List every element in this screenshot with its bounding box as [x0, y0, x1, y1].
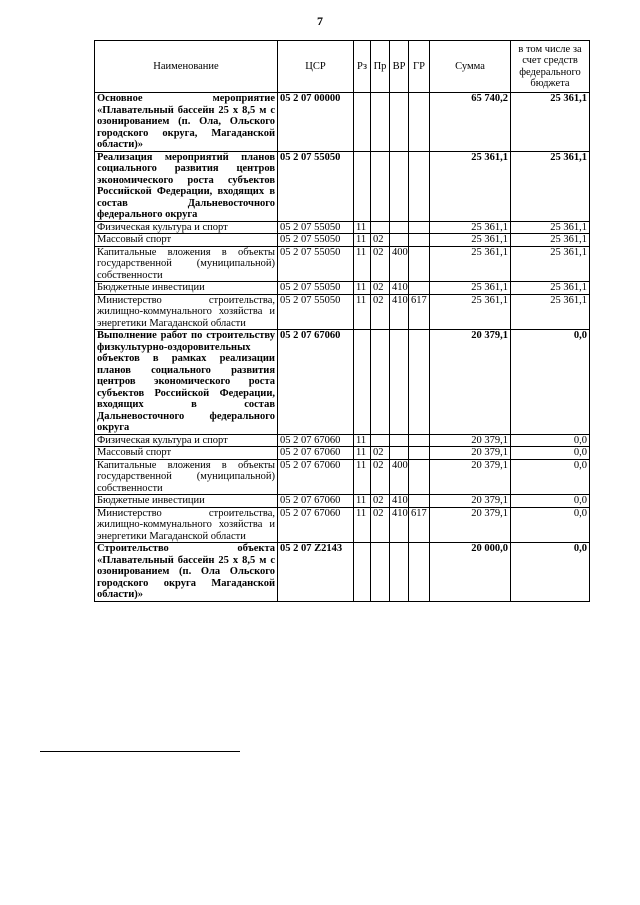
cell-rz: 11	[354, 282, 371, 295]
cell-sum: 25 361,1	[430, 221, 511, 234]
cell-vr	[390, 434, 409, 447]
cell-csr: 05 2 07 55050	[278, 221, 354, 234]
cell-federal: 0,0	[511, 459, 590, 495]
cell-pr: 02	[371, 447, 390, 460]
cell-name: Капитальные вложения в объекты государственной (муниципальной) собственности	[95, 459, 278, 495]
cell-vr	[390, 543, 409, 602]
cell-rz: 11	[354, 246, 371, 282]
cell-vr	[390, 234, 409, 247]
table-row	[95, 495, 590, 508]
cell-pr: 02	[371, 495, 390, 508]
cell-name: Выполнение работ по строительству физкультурно-оздоровительных объектов в рамках реализации планов социального развития центров экономического роста субъектов Российской Федерации, входящих в состав Дальневосточного федерального округа	[95, 330, 278, 435]
cell-name: Массовый спорт	[95, 234, 278, 247]
cell-name: Физическая культура и спорт	[95, 434, 278, 447]
cell-gr	[409, 495, 430, 508]
cell-name: Бюджетные инвестиции	[95, 495, 278, 508]
cell-sum: 20 379,1	[430, 330, 511, 435]
cell-gr	[409, 221, 430, 234]
table-row	[95, 221, 590, 234]
cell-pr	[371, 151, 390, 221]
cell-pr	[371, 330, 390, 435]
cell-gr	[409, 459, 430, 495]
cell-csr: 05 2 07 67060	[278, 434, 354, 447]
cell-pr: 02	[371, 246, 390, 282]
cell-gr: 617	[409, 507, 430, 543]
cell-gr	[409, 434, 430, 447]
page-number: 7	[317, 14, 323, 28]
cell-csr: 05 2 07 55050	[278, 151, 354, 221]
cell-federal: 0,0	[511, 507, 590, 543]
cell-sum: 25 361,1	[430, 294, 511, 330]
cell-rz: 11	[354, 495, 371, 508]
table-row	[95, 507, 590, 543]
cell-federal: 25 361,1	[511, 246, 590, 282]
cell-rz: 11	[354, 507, 371, 543]
cell-vr	[390, 221, 409, 234]
cell-name: Бюджетные инвестиции	[95, 282, 278, 295]
cell-federal: 0,0	[511, 434, 590, 447]
cell-vr: 410	[390, 507, 409, 543]
cell-sum: 65 740,2	[430, 93, 511, 152]
cell-federal: 25 361,1	[511, 282, 590, 295]
cell-vr: 410	[390, 495, 409, 508]
cell-csr: 05 2 07 67060	[278, 459, 354, 495]
cell-gr	[409, 234, 430, 247]
cell-sum: 25 361,1	[430, 282, 511, 295]
cell-csr: 05 2 07 67060	[278, 495, 354, 508]
cell-gr	[409, 282, 430, 295]
cell-vr	[390, 151, 409, 221]
cell-federal: 0,0	[511, 495, 590, 508]
header-csr: ЦСР	[278, 41, 354, 93]
table-row	[95, 459, 590, 495]
table-row	[95, 93, 590, 152]
cell-sum: 20 379,1	[430, 507, 511, 543]
cell-rz	[354, 330, 371, 435]
cell-sum: 25 361,1	[430, 151, 511, 221]
cell-sum: 20 379,1	[430, 495, 511, 508]
cell-name: Физическая культура и спорт	[95, 221, 278, 234]
cell-vr: 410	[390, 294, 409, 330]
cell-vr: 400	[390, 459, 409, 495]
cell-federal: 25 361,1	[511, 151, 590, 221]
cell-federal: 0,0	[511, 330, 590, 435]
cell-csr: 05 2 07 55050	[278, 294, 354, 330]
header-sum: Сумма	[430, 41, 511, 93]
cell-sum: 25 361,1	[430, 246, 511, 282]
cell-name: Массовый спорт	[95, 447, 278, 460]
budget-table	[94, 40, 590, 602]
cell-pr: 02	[371, 459, 390, 495]
cell-federal: 0,0	[511, 543, 590, 602]
cell-name: Реализация мероприятий планов социального развития центров экономического роста субъектов Российской Федерации, входящих в состав Дальневосточного федерального округа	[95, 151, 278, 221]
cell-rz: 11	[354, 434, 371, 447]
table-row	[95, 151, 590, 221]
cell-name: Министерство строительства, жилищно-коммунального хозяйства и энергетики Магаданской области	[95, 294, 278, 330]
cell-federal: 25 361,1	[511, 93, 590, 152]
table-row	[95, 246, 590, 282]
cell-csr: 05 2 07 55050	[278, 282, 354, 295]
cell-pr: 02	[371, 507, 390, 543]
cell-federal: 25 361,1	[511, 221, 590, 234]
cell-federal: 25 361,1	[511, 294, 590, 330]
cell-gr	[409, 330, 430, 435]
cell-name: Строительство объекта «Плавательный бассейн 25 х 8,5 м с озонированием (п. Ола Ольского городского округа Магаданской области)»	[95, 543, 278, 602]
cell-rz	[354, 543, 371, 602]
cell-pr: 02	[371, 234, 390, 247]
table-row	[95, 234, 590, 247]
cell-rz: 11	[354, 221, 371, 234]
cell-rz	[354, 93, 371, 152]
cell-pr	[371, 434, 390, 447]
cell-csr: 05 2 07 00000	[278, 93, 354, 152]
cell-federal: 0,0	[511, 447, 590, 460]
cell-csr: 05 2 07 55050	[278, 246, 354, 282]
cell-pr: 02	[371, 294, 390, 330]
header-vr: ВР	[390, 41, 409, 93]
cell-rz: 11	[354, 459, 371, 495]
cell-gr	[409, 151, 430, 221]
cell-name: Капитальные вложения в объекты государственной (муниципальной) собственности	[95, 246, 278, 282]
cell-rz: 11	[354, 234, 371, 247]
cell-gr	[409, 246, 430, 282]
table-row	[95, 294, 590, 330]
cell-csr: 05 2 07 55050	[278, 234, 354, 247]
cell-federal: 25 361,1	[511, 234, 590, 247]
cell-sum: 20 379,1	[430, 447, 511, 460]
cell-gr	[409, 93, 430, 152]
cell-name: Министерство строительства, жилищно-коммунального хозяйства и энергетики Магаданской области	[95, 507, 278, 543]
cell-sum: 20 000,0	[430, 543, 511, 602]
cell-vr: 410	[390, 282, 409, 295]
cell-csr: 05 2 07 Z2143	[278, 543, 354, 602]
cell-gr: 617	[409, 294, 430, 330]
cell-csr: 05 2 07 67060	[278, 447, 354, 460]
header-gr: ГР	[409, 41, 430, 93]
table-row	[95, 543, 590, 602]
cell-vr	[390, 330, 409, 435]
header-federal: в том числе за счет средств федерального бюджета	[511, 41, 590, 93]
cell-gr	[409, 447, 430, 460]
cell-vr	[390, 93, 409, 152]
cell-vr: 400	[390, 246, 409, 282]
table-row	[95, 282, 590, 295]
cell-rz: 11	[354, 294, 371, 330]
cell-csr: 05 2 07 67060	[278, 507, 354, 543]
cell-vr	[390, 447, 409, 460]
table-row	[95, 447, 590, 460]
header-name: Наименование	[95, 41, 278, 93]
footnote-divider	[40, 751, 240, 752]
cell-pr	[371, 221, 390, 234]
cell-sum: 20 379,1	[430, 459, 511, 495]
cell-gr	[409, 543, 430, 602]
cell-sum: 20 379,1	[430, 434, 511, 447]
cell-name: Основное мероприятие «Плавательный бассейн 25 х 8,5 м с озонированием (п. Ола, Ольского городского округа, Магаданской области)»	[95, 93, 278, 152]
header-rz: Рз	[354, 41, 371, 93]
table-row	[95, 330, 590, 435]
table-body	[95, 93, 590, 602]
cell-pr: 02	[371, 282, 390, 295]
cell-rz	[354, 151, 371, 221]
cell-rz: 11	[354, 447, 371, 460]
header-pr: Пр	[371, 41, 390, 93]
cell-pr	[371, 543, 390, 602]
cell-csr: 05 2 07 67060	[278, 330, 354, 435]
table-row	[95, 434, 590, 447]
table-header-row	[95, 41, 590, 93]
cell-sum: 25 361,1	[430, 234, 511, 247]
cell-pr	[371, 93, 390, 152]
